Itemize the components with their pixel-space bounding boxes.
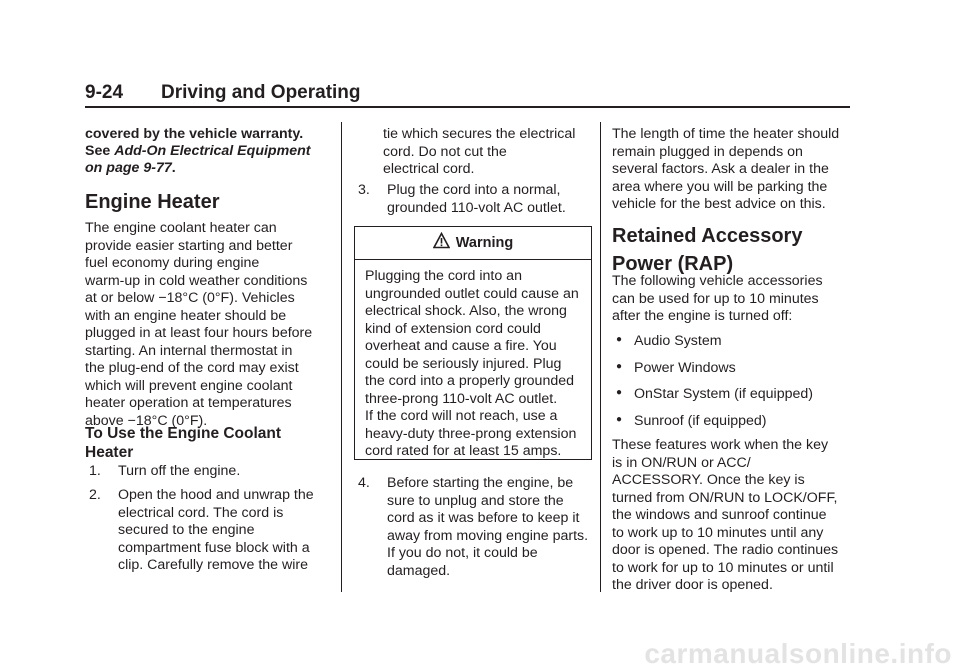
step-number: 4. [358, 475, 370, 491]
text-line: The engine coolant heater can [85, 220, 277, 236]
see-link[interactable]: Add-On Electrical Equipment [114, 143, 311, 159]
rap-heading [612, 222, 802, 278]
text-line: three-prong 110-volt AC outlet. [365, 390, 558, 407]
text-line: Before starting the engine, be [387, 475, 574, 491]
text-line: turned from ON/RUN to LOCK/OFF, [612, 489, 838, 506]
step-number: 2. [89, 487, 101, 503]
warning-header [355, 227, 591, 260]
text-line: fuel economy during engine [85, 255, 260, 271]
text-line: to work for up to 10 minutes or until [612, 559, 834, 576]
text-line: could be seriously injured. Plug [365, 355, 562, 372]
text-line: plugged in at least four hours before [85, 325, 313, 341]
text-line: electrical shock. Also, the wrong [365, 303, 567, 319]
bullet-icon: ● [616, 387, 623, 398]
section-title: Driving and Operating [161, 82, 361, 103]
text-line: the cord into a properly grounded [365, 373, 575, 389]
text-line: overheat and cause a fire. You [365, 338, 557, 354]
see-reference-cont [85, 160, 176, 178]
text-line: heavy-duty three-prong extension [365, 425, 577, 442]
text-line: starting. An internal thermostat in [85, 342, 293, 359]
text-line: electrical cord. The cord is [118, 504, 284, 521]
step-number: 3. [358, 182, 370, 198]
step-2-continued [383, 126, 575, 179]
warning-body [355, 260, 591, 461]
text-line: to work up to 10 minutes until any [612, 524, 824, 541]
text-line: If the cord will not reach, use a [365, 408, 558, 424]
column-divider [600, 122, 601, 592]
text-line: If you do not, it could be [387, 545, 538, 561]
text-line: the windows and sunroof continue [612, 507, 827, 523]
text-line: warm-up in cold weather conditions [85, 272, 308, 289]
text-line: after the engine is turned off: [612, 308, 793, 324]
step-number: 1. [89, 463, 101, 479]
heater-duration-paragraph [612, 126, 839, 214]
subheading-line: Heater [85, 444, 134, 461]
see-link-page[interactable]: on page 9-77 [85, 160, 172, 176]
watermark: carmanualsonline.info [644, 638, 952, 669]
subheading-line: To Use the Engine Coolant [85, 425, 282, 442]
text-line: Turn off the engine. [118, 463, 241, 479]
text-line: ungrounded outlet could cause an [365, 285, 579, 302]
text-line: Plugging the cord into an [365, 268, 522, 284]
see-end: . [171, 160, 176, 176]
step-text [118, 463, 240, 481]
text-line: secured to the engine [118, 522, 255, 538]
text-line: compartment fuse block with a [118, 539, 310, 556]
page-header [85, 80, 850, 108]
rap-intro-paragraph [612, 273, 823, 326]
column-divider [341, 122, 342, 592]
list-item-text: Power Windows [634, 360, 736, 376]
text-line: cord. Do not cut the [383, 143, 507, 160]
bullet-icon: ● [616, 334, 623, 345]
text-line: above −18°C (0°F). [85, 412, 208, 429]
see-label: See [85, 143, 111, 159]
warning-title: Warning [455, 235, 514, 251]
see-reference [85, 143, 311, 161]
engine-heater-heading: Engine Heater [85, 191, 220, 213]
text-line: with an engine heater should be [85, 307, 287, 324]
bullet-icon: ● [616, 361, 623, 372]
step-text [387, 182, 566, 217]
text-line: cord rated for at least 15 amps. [365, 443, 562, 459]
step-text [387, 475, 588, 580]
list-item-text: Sunroof (if equipped) [634, 413, 767, 429]
text-line: sure to unplug and store the [387, 492, 564, 509]
text-line: clip. Carefully remove the wire [118, 557, 309, 573]
text-line: several factors. Ask a dealer in the [612, 161, 829, 177]
text-line: at or below −18°C (0°F). Vehicles [85, 290, 295, 306]
warning-icon [433, 232, 450, 254]
step-text [118, 487, 314, 575]
bullet-icon: ● [616, 414, 623, 425]
heading-line: Retained Accessory [612, 225, 803, 247]
text-line: remain plugged in depends on [612, 143, 803, 160]
text-line: cord as it was before to keep it [387, 510, 580, 526]
text-line: vehicle for the best advice on this. [612, 196, 826, 212]
list-item-text: Audio System [634, 333, 722, 349]
text-line: kind of extension cord could [365, 320, 541, 337]
text-line: which will prevent engine coolant [85, 377, 293, 394]
text-line: ACCESSORY. Once the key is [612, 472, 805, 488]
text-line: Plug the cord into a normal, [387, 182, 561, 198]
page-number: 9-24 [85, 82, 124, 103]
list-item-text: OnStar System (if equipped) [634, 386, 813, 402]
text-line: the plug-end of the cord may exist [85, 360, 299, 376]
text-line: area where you will be parking the [612, 178, 828, 195]
text-line: grounded 110-volt AC outlet. [387, 199, 566, 216]
engine-heater-paragraph [85, 220, 312, 430]
text-line: door is opened. The radio continues [612, 542, 839, 558]
text-line: The following vehicle accessories [612, 273, 823, 289]
text-line: damaged. [387, 562, 451, 579]
text-line: These features work when the key [612, 437, 829, 453]
text-line: electrical cord. [383, 161, 475, 177]
heading-line: Power (RAP) [612, 253, 734, 275]
intro-bold-text: covered by the vehicle warranty. [85, 126, 304, 142]
text-line: provide easier starting and better [85, 237, 293, 254]
rap-details-paragraph [612, 437, 838, 595]
text-line: the driver door is opened. [612, 577, 773, 593]
text-line: heater operation at temperatures [85, 395, 292, 411]
text-line: is in ON/RUN or ACC/ [612, 454, 751, 471]
warning-box [354, 226, 592, 460]
coolant-heater-subheading [85, 424, 281, 462]
text-line: Open the hood and unwrap the [118, 487, 314, 503]
text-line: away from moving engine parts. [387, 527, 589, 544]
text-line: tie which secures the electrical [383, 126, 576, 142]
text-line: The length of time the heater should [612, 126, 840, 142]
text-line: can be used for up to 10 minutes [612, 290, 819, 307]
